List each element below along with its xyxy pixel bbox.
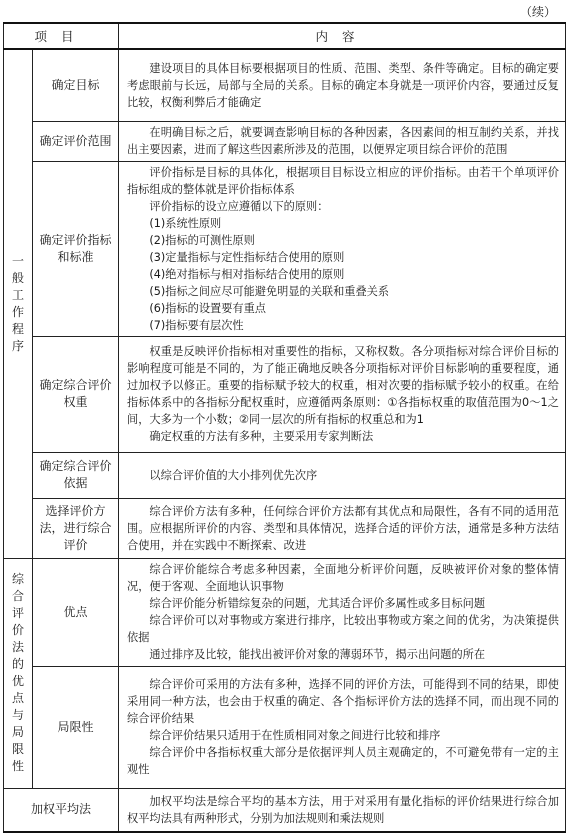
row-content: 权重是反映评价指标相对重要性的指标，又称权数。各分项指标对综合评价目标的影响程度可能是不同的，为了能正确地反映各分项指标对评价目标影响的重要程度，通过加权予以修正。重要的指标赋予较大的权重，相对次要的指标赋予较小的权重。在给指标体系中的各指标分配权重时，应遵循两条原则：①各指标权重的取值范围为0～1之间，大多为一个小数；②同一层次的所有指标的权重总和为1 确定权重的方法有多种，主要采用专家判断法: [119, 336, 566, 452]
row-label: 优点: [33, 558, 119, 666]
row-content: 在明确目标之后，就要调查影响目标的各种因素，各因素间的相互制约关系，并找出主要因素，进而了解这些因素所涉及的范围，以便界定项目综合评价的范围: [119, 121, 566, 161]
row-content: 评价指标是目标的具体化，根据项目目标设立相应的评价指标。由若干个单项评价指标组成的整体就是评价指标体系 评价指标的设立应遵循以下的原则： (1)系统性原则 (2)指标的可测性原则 (3)定量指标与定性指标结合使用的原则 (4)绝对指标与相对指标结合使用的原则 (5)指标之间应尽可能避免明显的关联和重叠关系 (6)指标的设置要有重点 (7)指标要有层次性: [119, 161, 566, 336]
table-row: [4, 161, 566, 336]
list-item: (7)指标要有层次性: [149, 318, 244, 332]
table-row: [4, 336, 566, 452]
list-item: (2)指标的可测性原则: [149, 233, 255, 247]
row-label: 确定综合评价依据: [33, 452, 119, 498]
list-item: (6)指标的设置要有重点: [149, 301, 266, 315]
row-content: 以综合评价值的大小排列优先次序: [119, 452, 566, 498]
row-label: 选择评价方法，进行综合评价: [33, 498, 119, 558]
row-label: 确定目标: [33, 49, 119, 121]
row-label: 确定评价指标和标准: [33, 161, 119, 336]
row-content: 加权平均法是综合平均的基本方法，用于对采用有量化指标的评价结果进行综合加权平均法具有两种形式，分别为加法规则和乘法规则: [119, 788, 566, 832]
list-item: (1)系统性原则: [149, 216, 222, 230]
list-item: (5)指标之间应尽可能避免明显的关联和重叠关系: [149, 284, 390, 298]
table-row: [4, 666, 566, 788]
list-item: (3)定量指标与定性指标结合使用的原则: [149, 250, 345, 264]
table-header-row: [4, 23, 566, 49]
group-title-pros-cons: 综合评价法的优点与局限性: [4, 558, 33, 788]
list-item: (4)绝对指标与相对指标结合使用的原则: [149, 267, 345, 281]
table-row: [4, 558, 566, 666]
header-item: 项目: [4, 23, 119, 49]
continued-label: （续）: [519, 5, 556, 19]
group-title-procedure: 一般工作程序: [4, 49, 33, 558]
row-label: 确定评价范围: [33, 121, 119, 161]
row-content: 综合评价能综合考虑多种因素，全面地分析评价问题，反映被评价对象的整体情况，便于客观、全面地认识事物 综合评价能分析错综复杂的问题，尤其适合评价多属性或多目标问题 综合评价可以对事物或方案进行排序，比较出事物或方案之间的优劣，为决策提供依据 通过排序及比较，能找出被评价对象的薄弱环节，揭示出问题的所在: [119, 558, 566, 666]
header-content: 内容: [119, 23, 566, 49]
table-row: [4, 498, 566, 558]
table-row: [4, 452, 566, 498]
row-content: 建设项目的具体目标要根据项目的性质、范围、类型、条件等确定。目标的确定要考虑眼前与长远，局部与全局的关系。目标的确定本身就是一项评价内容，要通过反复比较，权衡利弊后才能确定: [119, 49, 566, 121]
table-row: [4, 788, 566, 832]
method-table: [3, 22, 566, 833]
table-row: [4, 49, 566, 121]
row-content: 综合评价方法有多种，任何综合评价方法都有其优点和局限性，各有不同的适用范围。应根据所评价的内容、类型和具体情况，选择合适的评价方法，通常是多种方法结合使用，并在实践中不断探索、改进: [119, 498, 566, 558]
row-label: 局限性: [33, 666, 119, 788]
row-content: 综合评价可采用的方法有多种，选择不同的评价方法，可能得到不同的结果，即使采用同一种方法，也会由于权重的确定、各个指标评价方法的选择不同，而出现不同的综合评价结果 综合评价结果只适用于在性质相同对象之间进行比较和排序 综合评价中各指标权重大部分是依据评判人员主观确定的，不可避免带有一定的主观性: [119, 666, 566, 788]
table-row: [4, 121, 566, 161]
row-label: 确定综合评价权重: [33, 336, 119, 452]
row-label: 加权平均法: [4, 788, 119, 832]
